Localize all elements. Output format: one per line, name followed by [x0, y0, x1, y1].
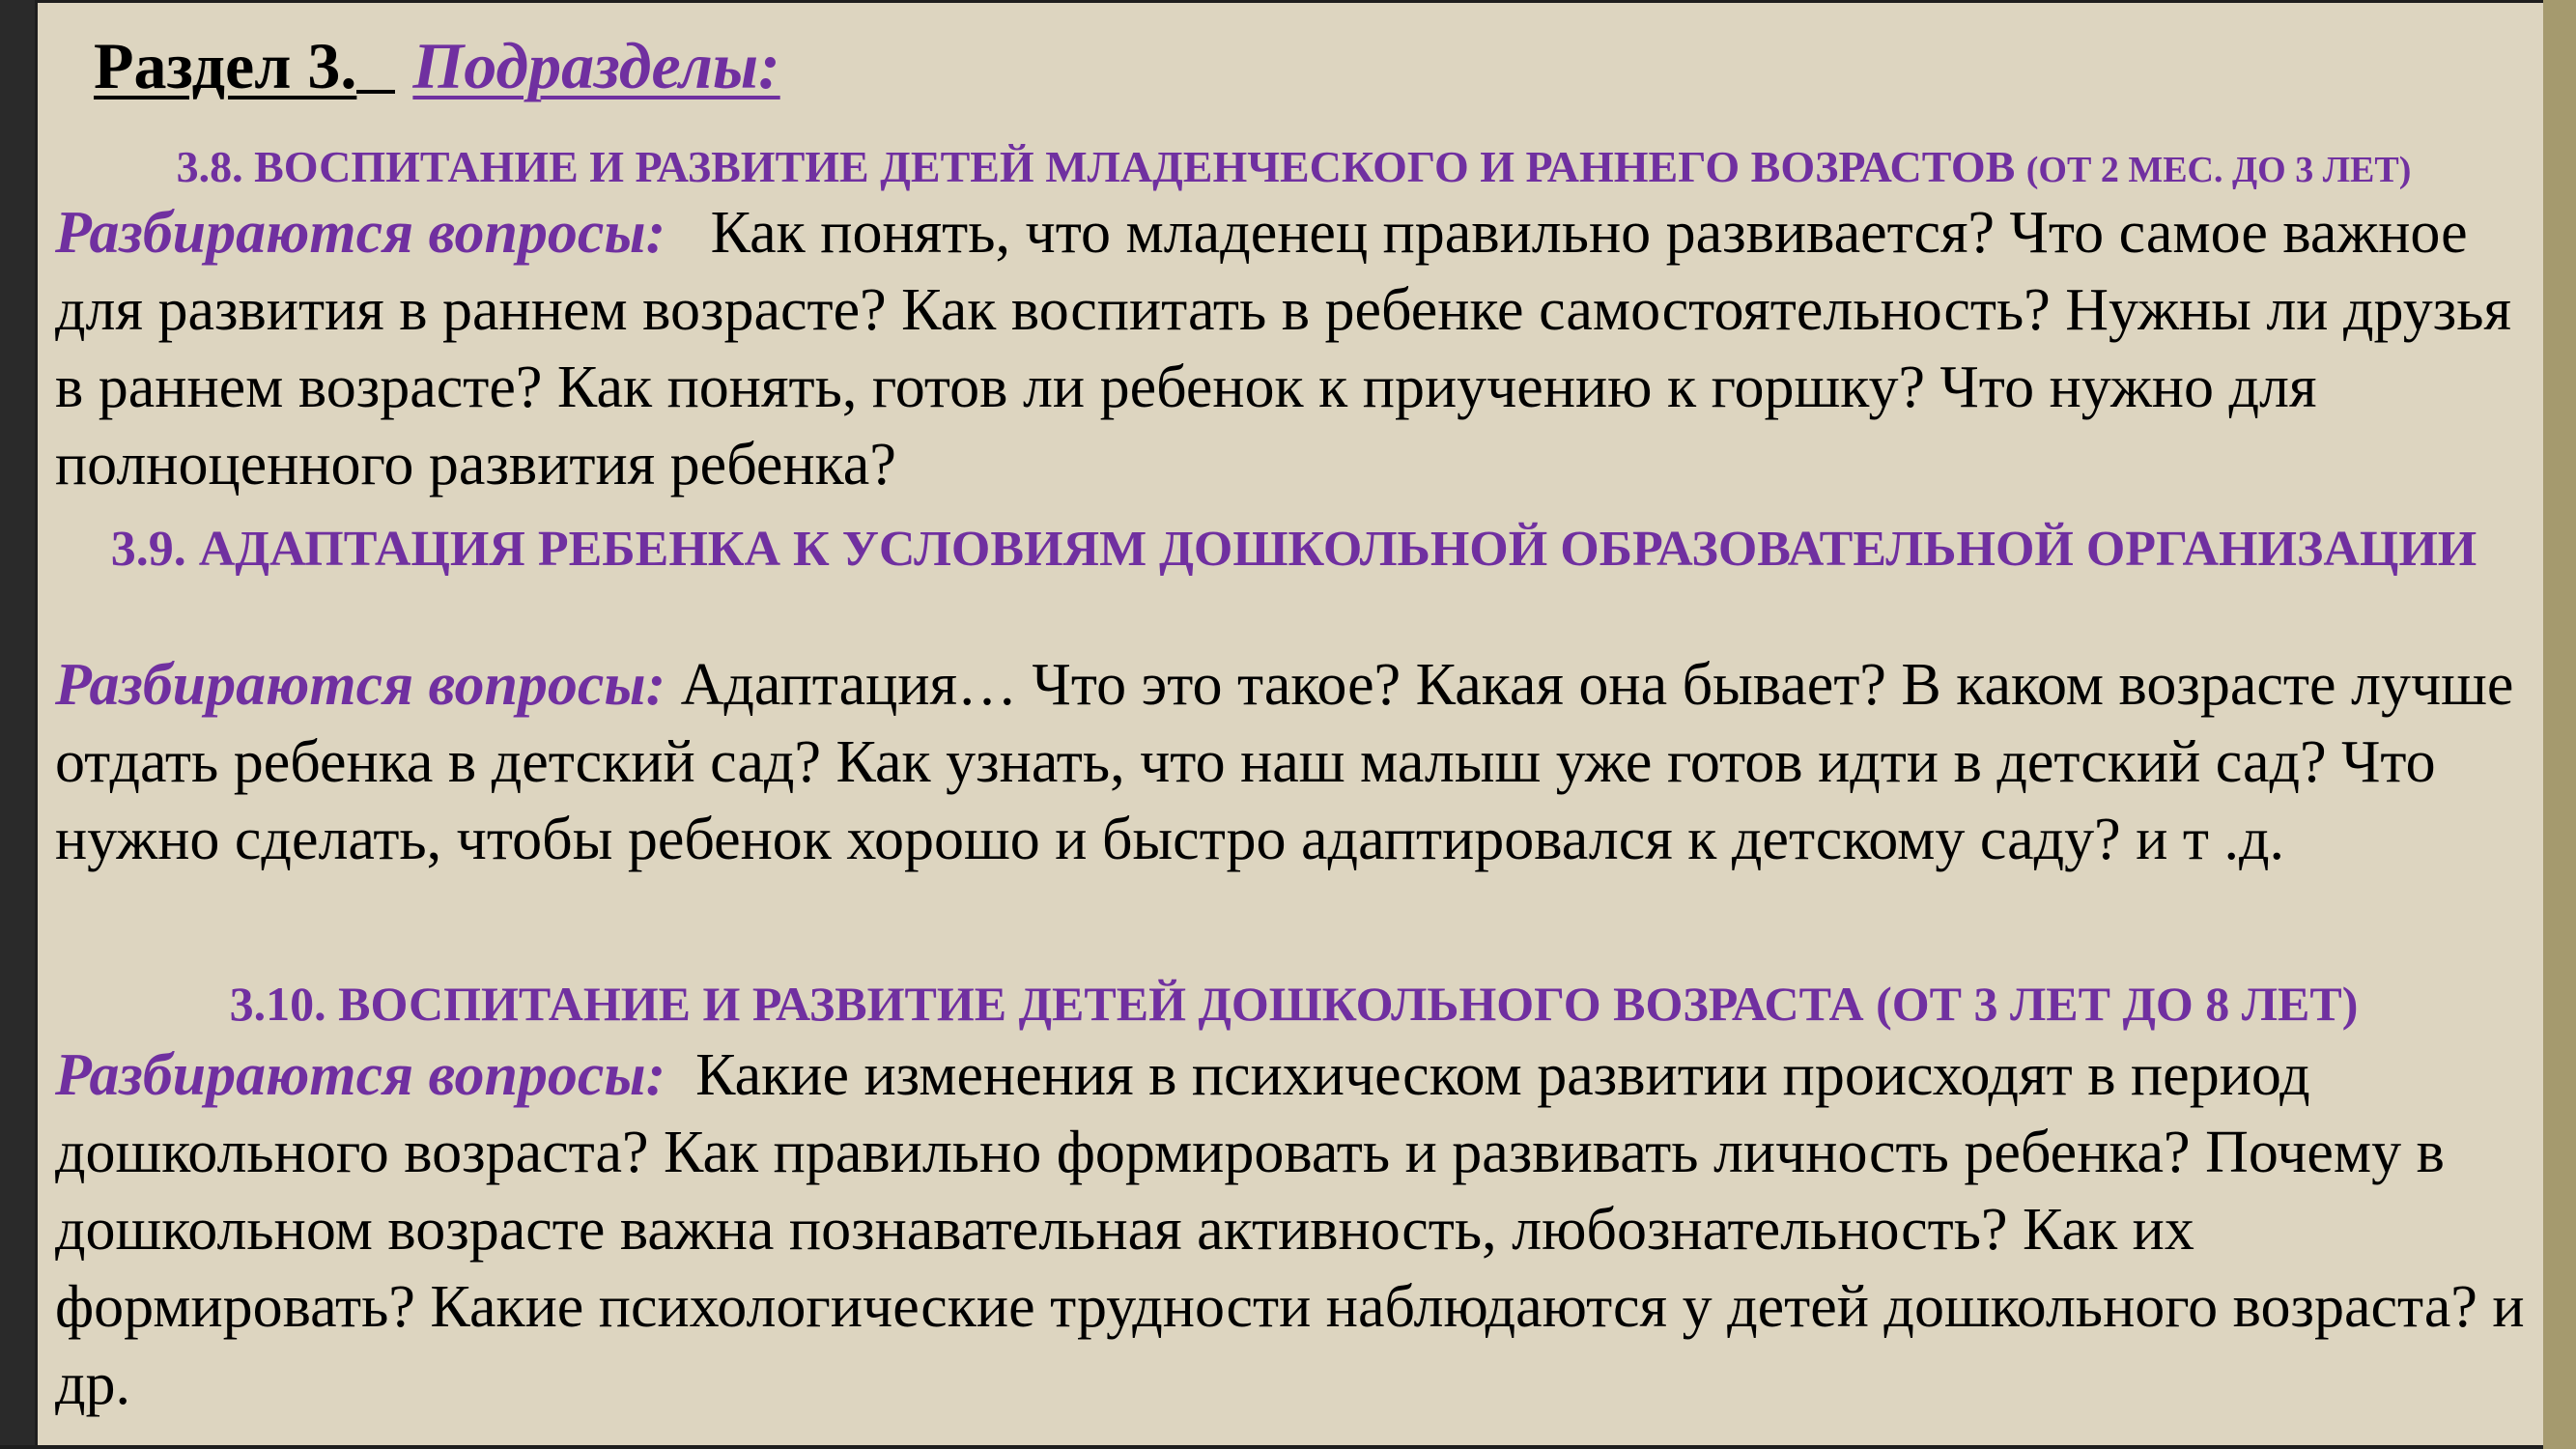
- slide-bottom-border: [0, 1445, 2543, 1449]
- heading-3-8-age: (ОТ 2 МЕС. ДО 3 ЛЕТ): [2025, 150, 2412, 190]
- subsection-heading-3-9: 3.9. АДАПТАЦИЯ РЕБЕНКА К УСЛОВИЯМ ДОШКОЛЬНОЙ ОБРАЗОВАТЕЛЬНОЙ ОРГАНИЗАЦИИ: [110, 522, 2477, 577]
- title-underline-gap: [356, 86, 395, 94]
- slide-title: [94, 22, 780, 109]
- questions-lead-3-8: Разбираются вопросы:: [55, 200, 666, 266]
- subsection-body-3-8: [55, 194, 2547, 503]
- questions-lead-3-10: Разбираются вопросы:: [55, 1042, 666, 1108]
- questions-text-3-9: Адаптация… Что это такое? Какая она бывает? В каком возрасте лучше отдать ребенка в детский сад? Как узнать, что наш малыш уже готов идти в детский сад? Что нужно сделать, чтобы ребенок хорошо и быстро адаптировался к детскому саду? и т .д.: [55, 652, 2514, 872]
- subsection-heading-3-8: [57, 138, 2531, 199]
- slide-side-band: [2543, 0, 2576, 1449]
- subsection-body-3-9: [55, 646, 2547, 878]
- subsection-heading-3-10: 3.10. ВОСПИТАНИЕ И РАЗВИТИЕ ДЕТЕЙ ДОШКОЛЬНОГО ВОЗРАСТА (ОТ 3 ЛЕТ ДО 8 ЛЕТ): [229, 977, 2359, 1031]
- subsections-label: Подразделы:: [412, 29, 780, 102]
- subsection-body-3-10: [55, 1037, 2547, 1423]
- section-title: Раздел 3.: [94, 29, 357, 102]
- slide: [35, 0, 2546, 1449]
- questions-text-3-10: Какие изменения в психическом развитии происходят в период дошкольного возраста? Как правильно формировать и развивать личность ребенка? Почему в дошкольном возрасте важна познавательная активность, любознательность? Как их формировать? Какие психологические трудности наблюдаются у детей дошкольного возраста? и др.: [55, 1042, 2525, 1417]
- questions-lead-3-9: Разбираются вопросы:: [55, 652, 666, 718]
- heading-3-8-text: 3.8. ВОСПИТАНИЕ И РАЗВИТИЕ ДЕТЕЙ МЛАДЕНЧЕСКОГО И РАННЕГО ВОЗРАСТОВ: [176, 142, 2016, 191]
- questions-text-3-8: Как понять, что младенец правильно развивается? Что самое важное для развития в раннем возрасте? Как воспитать в ребенке самостоятельность? Нужны ли друзья в раннем возрасте? Как понять, готов ли ребенок к приучению к горшку? Что нужно для полноценного развития ребенка?: [55, 200, 2511, 497]
